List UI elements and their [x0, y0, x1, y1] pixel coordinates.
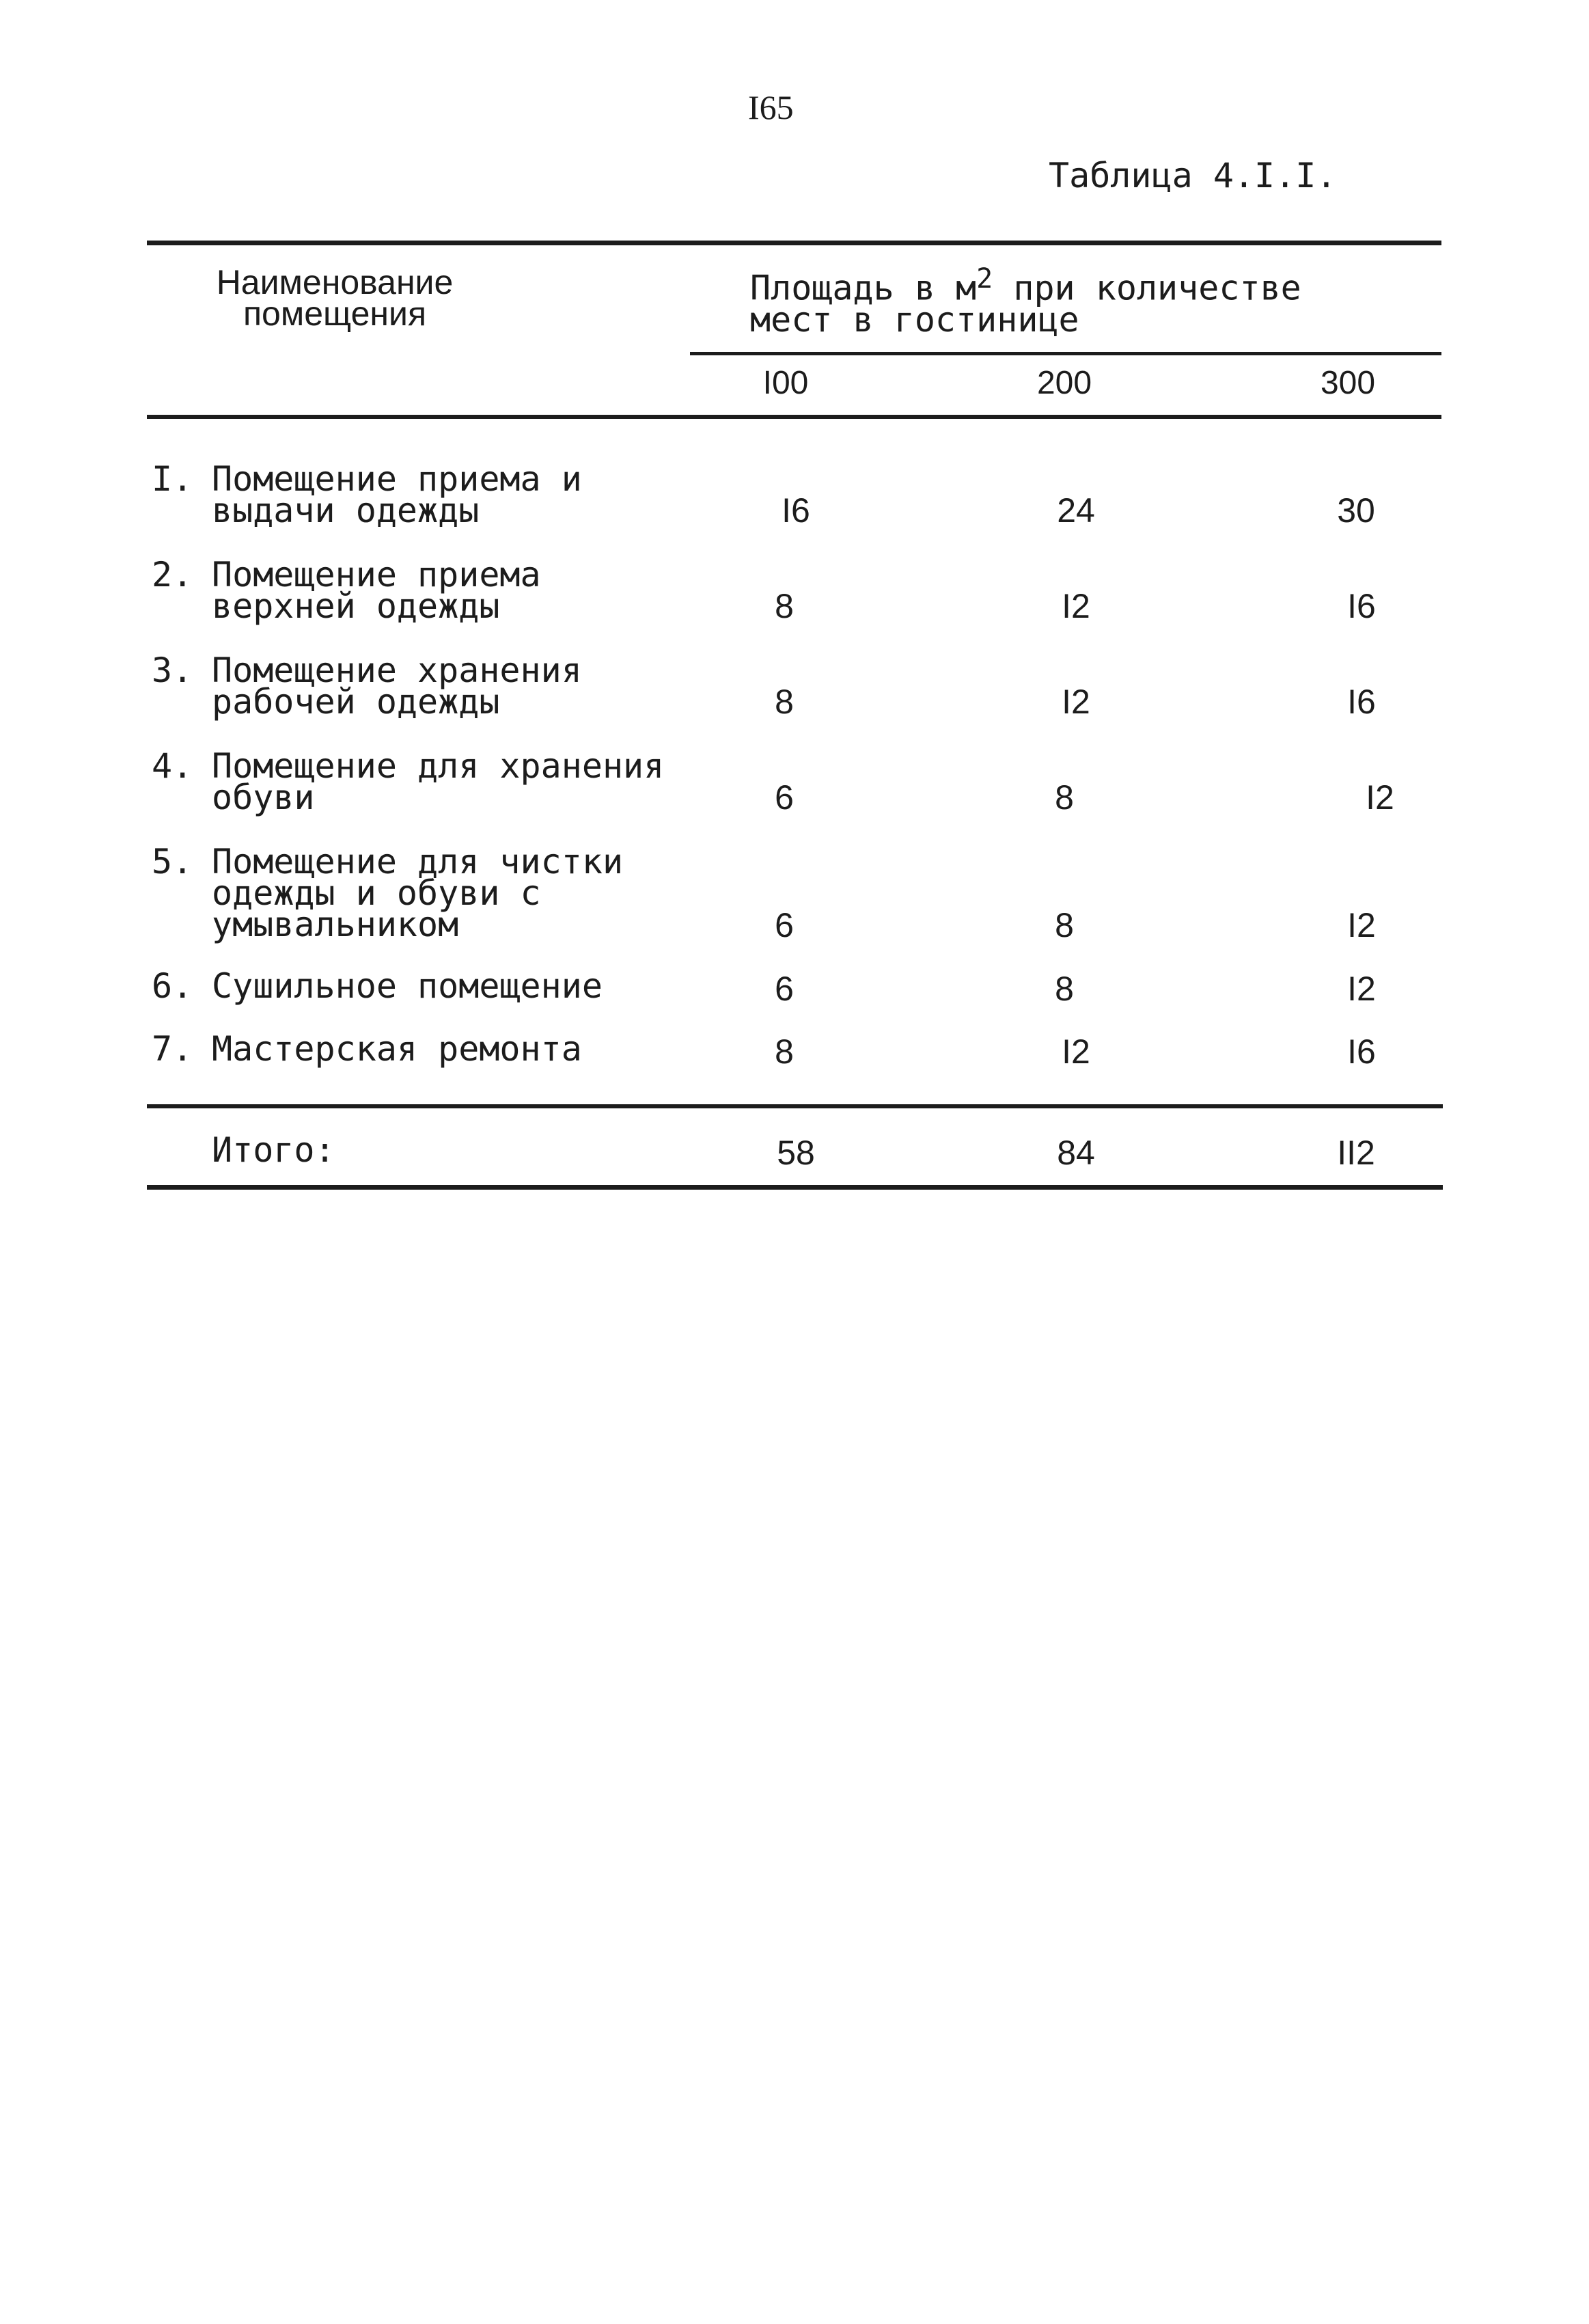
row-value: I2: [1366, 778, 1394, 817]
row-value: I6: [1347, 1033, 1376, 1071]
row-value: 8: [775, 587, 794, 625]
row-index: 2.: [152, 555, 193, 594]
column-header-300: 300: [1320, 365, 1376, 401]
row-name: Помещение приема и выдачи одежды: [212, 459, 582, 530]
row-value: 8: [775, 683, 794, 721]
row-value: I2: [1062, 1033, 1090, 1071]
row-value: I6: [1347, 683, 1376, 721]
row-value: 8: [775, 1033, 794, 1071]
row-value: 8: [1055, 970, 1074, 1008]
row-value: 6: [775, 906, 794, 944]
row-name: Помещение приема верхней одежды: [212, 555, 541, 626]
row-name: Мастерская ремонта: [212, 1029, 582, 1069]
row-index: 3.: [152, 651, 193, 690]
column-header-200: 200: [1036, 365, 1092, 401]
header-name: Наименование помещения: [216, 263, 454, 333]
row-index: 5.: [152, 842, 193, 881]
row-index: 4.: [152, 746, 193, 786]
total-value: 84: [1057, 1134, 1095, 1172]
row-value: 8: [1055, 906, 1074, 944]
row-value: I2: [1347, 906, 1376, 944]
column-header-100: I00: [762, 365, 809, 401]
row-name: Сушильное помещение: [212, 966, 603, 1006]
row-value: 6: [775, 778, 794, 817]
row-value: I2: [1062, 683, 1090, 721]
row-value: I2: [1062, 587, 1090, 625]
table-top-rule: [147, 241, 1441, 245]
row-value: I6: [782, 491, 810, 530]
header-bottom-rule: [147, 415, 1441, 419]
row-value: I2: [1347, 970, 1376, 1008]
header-sub-rule: [690, 352, 1441, 355]
row-value: 8: [1055, 778, 1074, 817]
header-area-text: Площадь в м: [750, 268, 977, 308]
header-area-line2: мест в гостинице: [750, 299, 1079, 340]
header-area: [750, 263, 1301, 340]
table-caption: Таблица 4.I.I.: [1049, 156, 1337, 195]
total-value: II2: [1337, 1134, 1375, 1172]
row-value: I6: [1347, 587, 1376, 625]
total-value: 58: [777, 1134, 815, 1172]
row-value: 24: [1057, 491, 1095, 530]
row-value: 6: [775, 970, 794, 1008]
row-name: Помещение для чистки одежды и обуви с умывальником: [212, 842, 624, 944]
row-name: Помещение для хранения обуви: [212, 746, 665, 817]
total-label: Итого:: [212, 1130, 335, 1170]
row-index: 7.: [152, 1029, 193, 1069]
row-index: I.: [152, 459, 193, 499]
row-name: Помещение хранения рабочей одежды: [212, 651, 582, 722]
total-top-rule: [147, 1104, 1443, 1108]
row-index: 6.: [152, 966, 193, 1006]
header-area-superscript: 2: [976, 263, 993, 295]
table-bottom-rule: [147, 1185, 1443, 1190]
row-value: 30: [1337, 491, 1375, 530]
header-area-text-rest: при количестве: [993, 268, 1301, 308]
page-number: I65: [748, 88, 794, 126]
